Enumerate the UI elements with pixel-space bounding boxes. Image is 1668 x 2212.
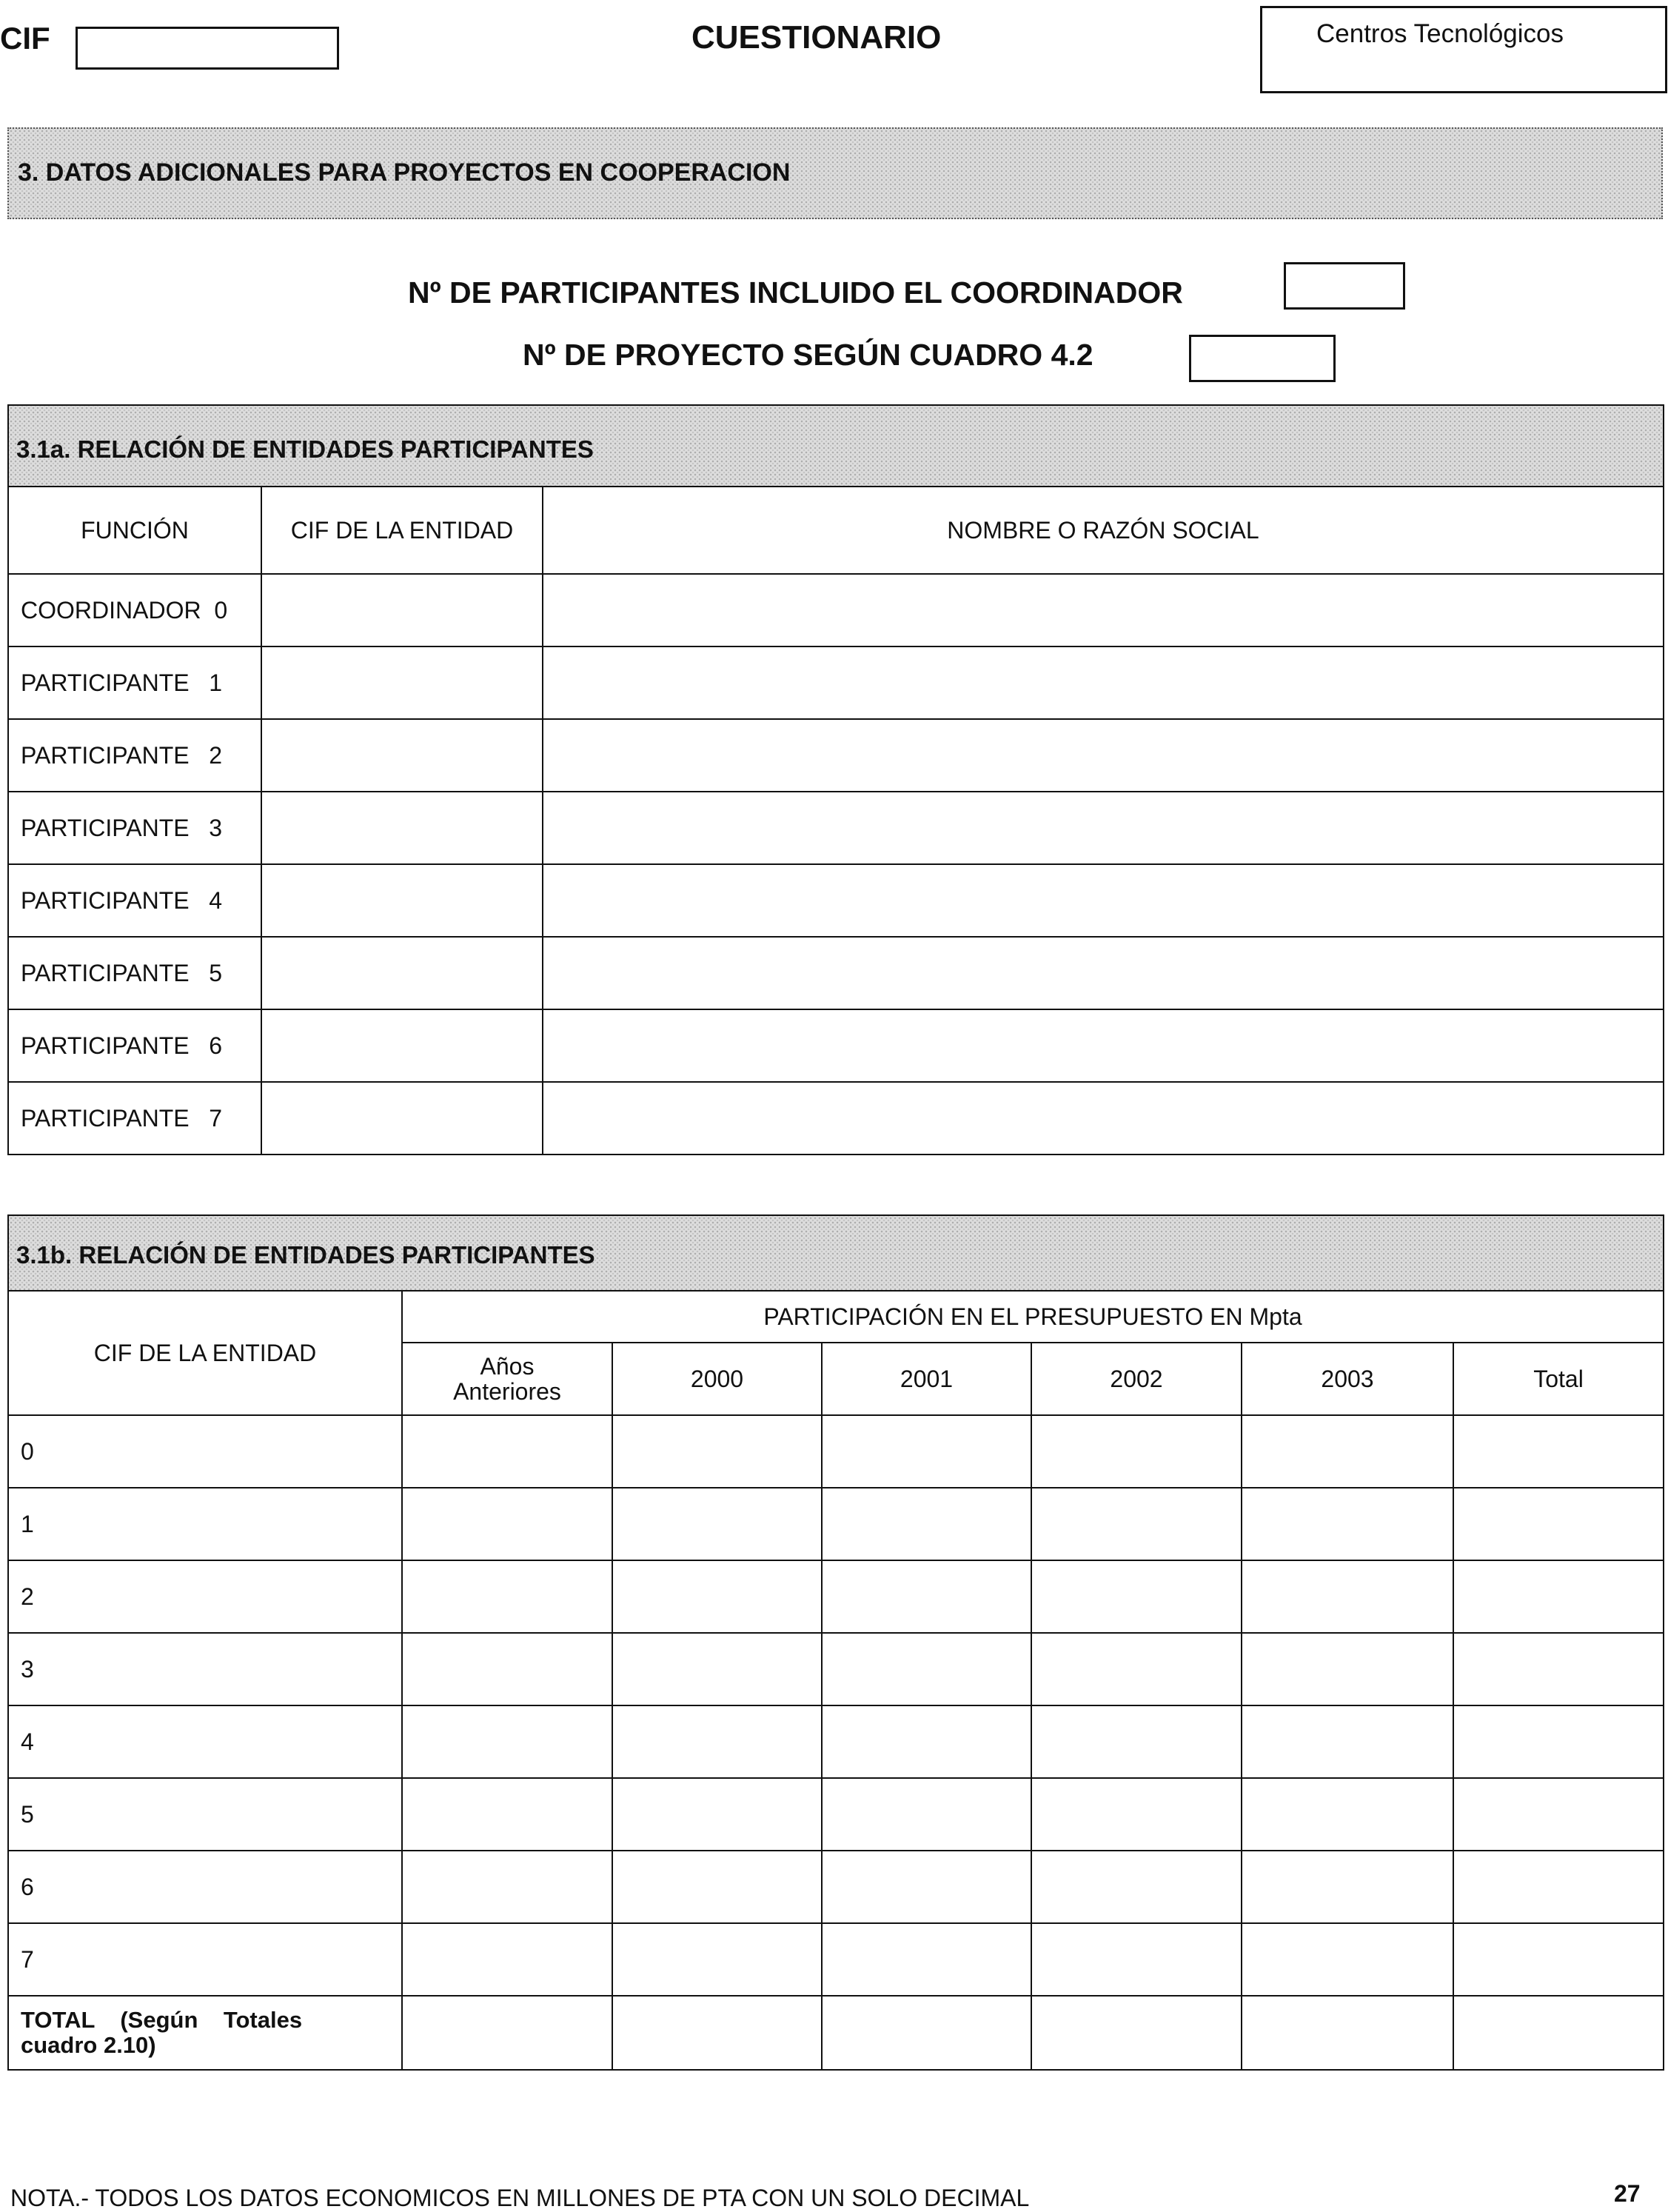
table-row [8,1923,1664,1996]
cif-cell[interactable] [261,646,543,719]
cif-cell[interactable] [261,1009,543,1082]
table-a-title-bar [7,404,1664,487]
name-cell[interactable] [543,719,1664,792]
budget-cell[interactable] [612,1851,822,1923]
table-a-title: 3.1a. RELACIÓN DE ENTIDADES PARTICIPANTES [16,435,594,463]
cif-label: CIF [0,21,50,56]
table-a-header-name: NOMBRE O RAZÓN SOCIAL [543,487,1664,574]
budget-cell[interactable] [402,1633,612,1705]
table-row [8,1009,1664,1082]
table-row [8,1851,1664,1923]
budget-cell[interactable] [822,1851,1031,1923]
budget-cell[interactable] [1453,1488,1664,1560]
participants-count-label: Nº DE PARTICIPANTES INCLUIDO EL COORDINADOR [408,275,1183,310]
budget-cell[interactable] [1031,1705,1242,1778]
table-b-header-prev-years: Años Anteriores [402,1343,612,1415]
row-index-cell: 3 [8,1633,402,1705]
budget-cell[interactable] [612,1560,822,1633]
row-function-cell: PARTICIPANTE 1 [8,646,261,719]
budget-cell[interactable] [1031,1923,1242,1996]
budget-cell[interactable] [822,1633,1031,1705]
table-b-header-year: 2001 [822,1343,1031,1415]
budget-cell[interactable] [1242,1851,1453,1923]
total-cell[interactable] [1242,1996,1453,2070]
table-a-header-cif: CIF DE LA ENTIDAD [261,487,543,574]
total-cell[interactable] [822,1996,1031,2070]
total-cell[interactable] [402,1996,612,2070]
budget-cell[interactable] [402,1415,612,1488]
table-row [8,1705,1664,1778]
page-number: 27 [1614,2180,1641,2207]
budget-cell[interactable] [402,1705,612,1778]
section-3-title: 3. DATOS ADICIONALES PARA PROYECTOS EN COOPERACION [18,158,791,187]
cif-cell[interactable] [261,937,543,1009]
table-row [8,1488,1664,1560]
row-index-cell: 7 [8,1923,402,1996]
name-cell[interactable] [543,1009,1664,1082]
budget-cell[interactable] [1031,1633,1242,1705]
row-index-cell: 0 [8,1415,402,1488]
budget-cell[interactable] [1453,1778,1664,1851]
budget-cell[interactable] [402,1488,612,1560]
budget-cell[interactable] [612,1633,822,1705]
budget-cell[interactable] [1453,1705,1664,1778]
budget-cell[interactable] [612,1415,822,1488]
table-b-header-cif: CIF DE LA ENTIDAD [8,1291,402,1415]
name-cell[interactable] [543,864,1664,937]
cif-cell[interactable] [261,1082,543,1155]
project-number-label: Nº DE PROYECTO SEGÚN CUADRO 4.2 [523,338,1093,372]
row-index-cell: 1 [8,1488,402,1560]
table-row [8,937,1664,1009]
budget-cell[interactable] [402,1778,612,1851]
table-row [8,719,1664,792]
table-b-header-year: 2003 [1242,1343,1453,1415]
budget-cell[interactable] [1031,1488,1242,1560]
table-b-header-year: 2000 [612,1343,822,1415]
budget-cell[interactable] [1453,1923,1664,1996]
budget-cell[interactable] [822,1778,1031,1851]
table-b-group-row [8,1291,1664,1343]
total-cell[interactable] [1453,1996,1664,2070]
table-row [8,1778,1664,1851]
cif-cell[interactable] [261,574,543,646]
budget-cell[interactable] [822,1560,1031,1633]
page-title: CUESTIONARIO [691,19,942,56]
table-row [8,792,1664,864]
row-index-cell: 6 [8,1851,402,1923]
section-3-banner [7,127,1663,219]
budget-cell[interactable] [822,1415,1031,1488]
row-function-cell: PARTICIPANTE 7 [8,1082,261,1155]
table-b-total-row [8,1996,1664,2070]
table-row [8,864,1664,937]
participants-count-input[interactable] [1284,262,1405,310]
cif-cell[interactable] [261,864,543,937]
budget-cell[interactable] [822,1923,1031,1996]
table-row [8,574,1664,646]
table-b-title: 3.1b. RELACIÓN DE ENTIDADES PARTICIPANTES [16,1241,595,1269]
budget-cell[interactable] [1242,1923,1453,1996]
budget-cell[interactable] [402,1851,612,1923]
row-index-cell: 5 [8,1778,402,1851]
name-cell[interactable] [543,937,1664,1009]
budget-cell[interactable] [1242,1778,1453,1851]
table-row [8,1415,1664,1488]
budget-cell[interactable] [1031,1778,1242,1851]
budget-cell[interactable] [612,1923,822,1996]
row-function-cell: PARTICIPANTE 3 [8,792,261,864]
name-cell[interactable] [543,574,1664,646]
budget-cell[interactable] [1242,1633,1453,1705]
name-cell[interactable] [543,646,1664,719]
budget-cell[interactable] [1242,1705,1453,1778]
row-function-cell: COORDINADOR 0 [8,574,261,646]
budget-cell[interactable] [402,1560,612,1633]
budget-cell[interactable] [1453,1851,1664,1923]
budget-cell[interactable] [1031,1560,1242,1633]
table-row [8,646,1664,719]
row-function-cell: PARTICIPANTE 4 [8,864,261,937]
table-b-header-budget: PARTICIPACIÓN EN EL PRESUPUESTO EN Mpta [402,1291,1664,1343]
budget-cell[interactable] [1031,1415,1242,1488]
budget-cell[interactable] [612,1488,822,1560]
budget-cell[interactable] [1242,1488,1453,1560]
budget-cell[interactable] [1453,1560,1664,1633]
table-a-header-function: FUNCIÓN [8,487,261,574]
table-row [8,1082,1664,1155]
category-label: Centros Tecnológicos [1316,19,1564,48]
row-index-cell: 2 [8,1560,402,1633]
table-b-header-total: Total [1453,1343,1664,1415]
table-a [7,486,1664,1155]
cif-cell[interactable] [261,719,543,792]
row-function-cell: PARTICIPANTE 5 [8,937,261,1009]
total-label-cell: TOTAL (Según Totales cuadro 2.10) [8,1996,402,2070]
budget-cell[interactable] [1242,1415,1453,1488]
cif-cell[interactable] [261,792,543,864]
budget-cell[interactable] [822,1488,1031,1560]
table-row [8,1560,1664,1633]
name-cell[interactable] [543,792,1664,864]
name-cell[interactable] [543,1082,1664,1155]
table-a-header-row [8,487,1664,574]
budget-cell[interactable] [612,1705,822,1778]
budget-cell[interactable] [612,1778,822,1851]
table-b-title-bar [7,1214,1664,1292]
project-number-input[interactable] [1189,335,1336,382]
table-row [8,1633,1664,1705]
table-b [7,1290,1664,2071]
row-index-cell: 4 [8,1705,402,1778]
budget-cell[interactable] [1453,1633,1664,1705]
table-b-header-year: 2002 [1031,1343,1242,1415]
footer-note: NOTA.- TODOS LOS DATOS ECONOMICOS EN MILLONES DE PTA CON UN SOLO DECIMAL [10,2185,1030,2211]
budget-cell[interactable] [1242,1560,1453,1633]
total-cell[interactable] [612,1996,822,2070]
budget-cell[interactable] [1453,1415,1664,1488]
cif-input[interactable] [76,27,339,70]
total-cell[interactable] [1031,1996,1242,2070]
row-function-cell: PARTICIPANTE 6 [8,1009,261,1082]
budget-cell[interactable] [1031,1851,1242,1923]
budget-cell[interactable] [402,1923,612,1996]
row-function-cell: PARTICIPANTE 2 [8,719,261,792]
budget-cell[interactable] [822,1705,1031,1778]
